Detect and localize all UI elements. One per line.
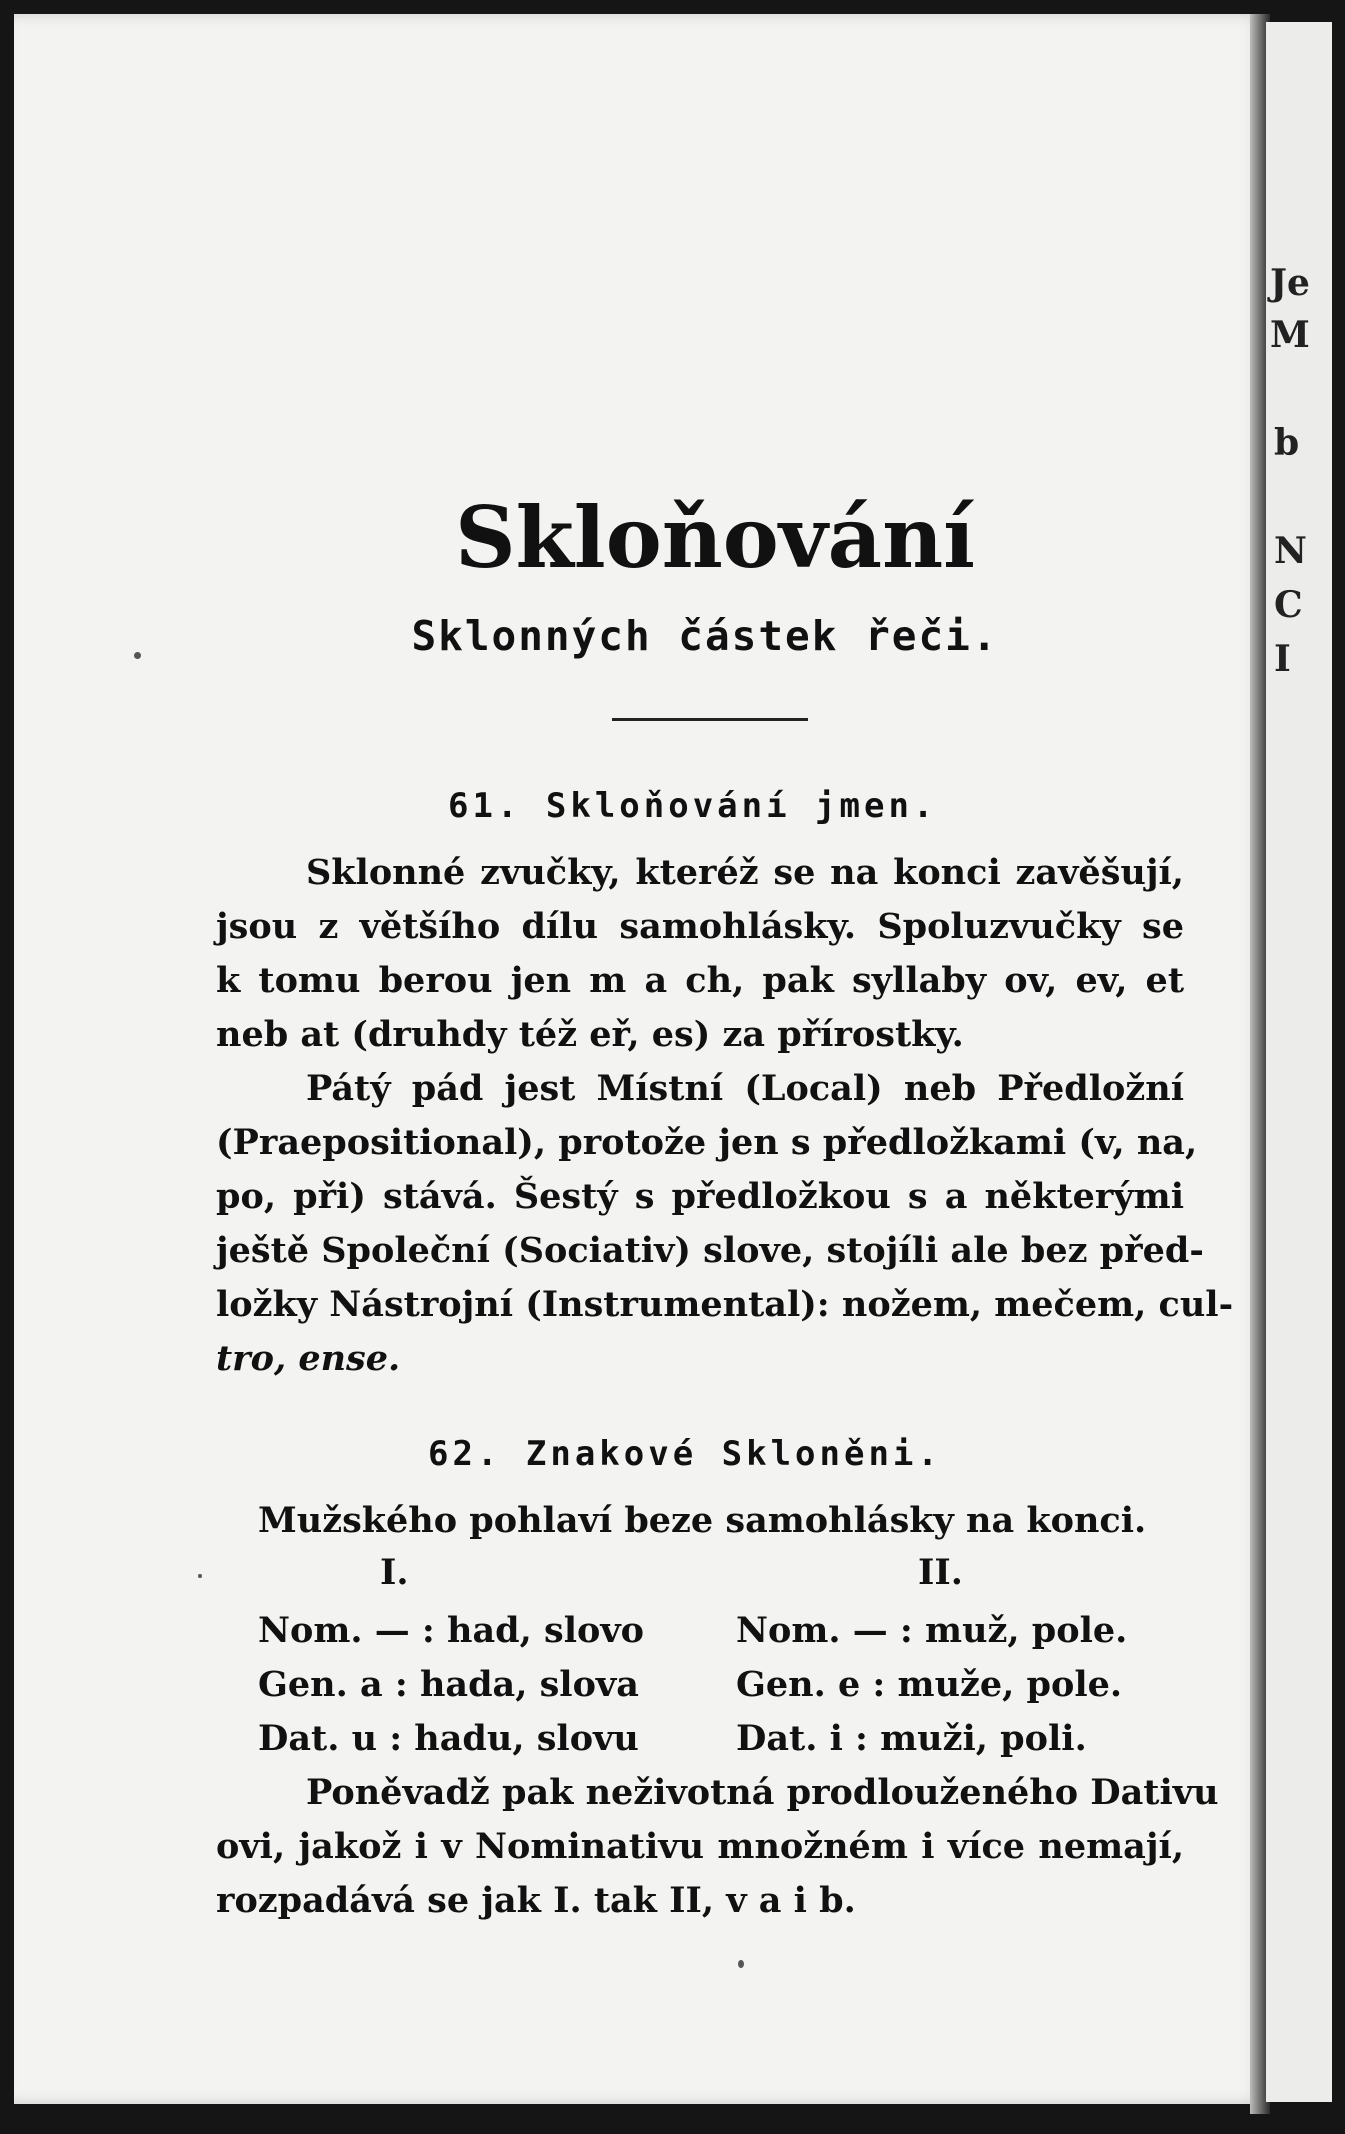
next-page-fragment: M [1270,314,1310,356]
declension-cell: Gen. a : hada, slova [258,1664,639,1705]
section-61-heading: 61. Skloňování jmen. [448,786,938,826]
paragraph-line: ložky Nástrojní (Instrumental): nožem, mečem, cul- [216,1284,1234,1325]
next-page-fragment: Je [1270,262,1310,304]
paragraph-line: rozpadává se jak I. tak II, v a i b. [216,1880,856,1921]
paragraph-line: Pátý pád jest Místní (Local) neb Předložní [306,1068,1184,1109]
next-page-fragment: C [1274,584,1303,626]
paragraph-line: Sklonné zvučky, kteréž se na konci zavěšují, [306,852,1184,893]
declension-cell: Gen. e : muže, pole. [736,1664,1123,1705]
paper-speck [134,652,141,659]
next-page-fragment: I [1274,638,1291,680]
paragraph-line: tro, ense. [216,1338,401,1379]
paragraph-line: k tomu berou jen m a ch, pak syllaby ov, ev, et [216,960,1184,1001]
next-page-edge [1266,22,1332,2102]
next-page-fragment: b [1274,422,1300,464]
next-page-fragment: N [1274,530,1307,572]
paragraph-line: ovi, jakož i v Nominativu množném i více nemají, [216,1826,1184,1867]
page-title: Skloňování [454,488,976,587]
declension-cell: Dat. i : muži, poli. [736,1718,1087,1759]
section-62-intro: Mužského pohlaví beze samohlásky na konci. [258,1500,1147,1541]
section-62-heading: 62. Znakové Skloněni. [428,1434,942,1474]
paragraph-line: Poněvadž pak neživotná prodlouženého Dativu [306,1772,1219,1813]
paragraph-line: jsou z většího dílu samohlásky. Spoluzvučky se [216,906,1184,947]
declension-cell: Nom. — : muž, pole. [736,1610,1128,1651]
declension-cell: Dat. u : hadu, slovu [258,1718,639,1759]
declension-cell: Nom. — : had, slovo [258,1610,645,1651]
title-divider [612,718,808,721]
paragraph-line: (Praepositional), protože jen s předložkami (v, na, [216,1122,1198,1163]
paragraph-line: ještě Společní (Sociativ) slove, stojíli ale bez před- [216,1230,1204,1271]
paragraph-line: neb at (druhdy též eř, es) za přírostky. [216,1014,964,1055]
paper-speck [198,1574,202,1578]
declension-col-head-1: I. [380,1552,409,1593]
paper-speck [738,1960,744,1968]
page-subtitle: Sklonných částek řeči. [411,612,999,660]
paragraph-line: po, při) stává. Šestý s předložkou s a některými [216,1176,1184,1217]
declension-col-head-2: II. [918,1552,963,1593]
